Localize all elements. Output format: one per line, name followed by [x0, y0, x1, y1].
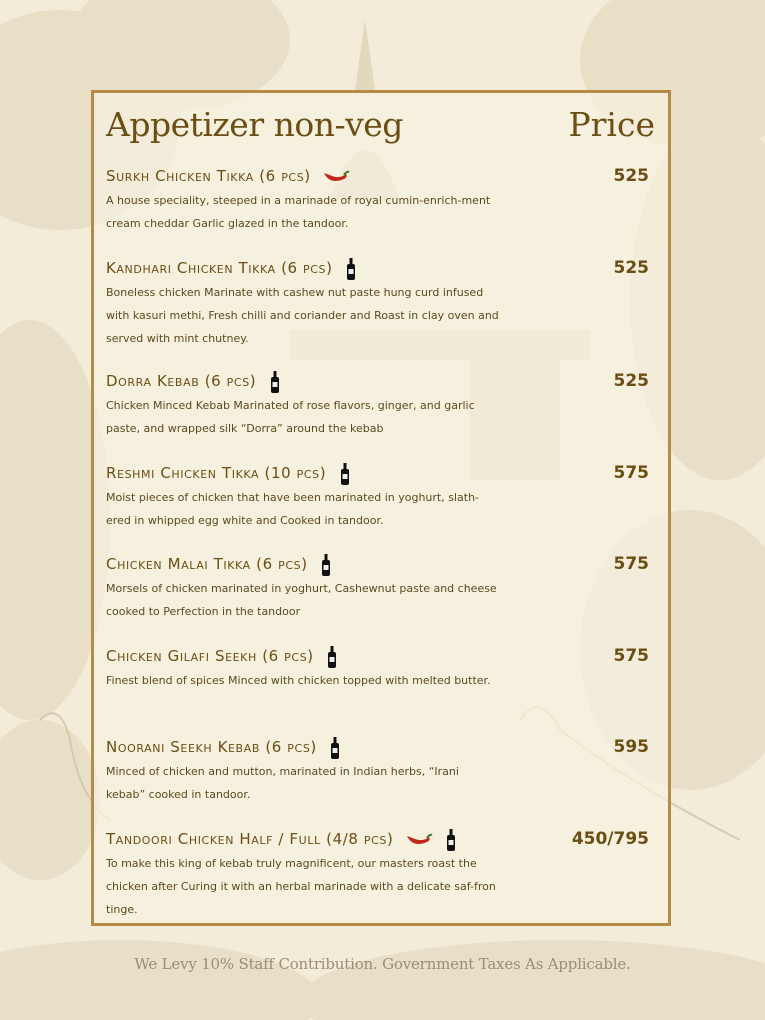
item-name: Chicken Malai Tikka (6 pcs) [106, 555, 308, 573]
menu-item [106, 370, 651, 440]
footer-note: We Levy 10% Staff Contribution. Government Taxes As Applicable. [134, 955, 631, 973]
item-name: Reshmi Chicken Tikka (10 pcs) [106, 464, 327, 482]
item-price: 575 [613, 554, 649, 574]
menu-item [106, 645, 651, 692]
item-name: Dorra Kebab (6 pcs) [106, 372, 257, 390]
menu-item [106, 553, 651, 623]
item-description: A house speciality, steeped in a marinade of royal cumin-enrich-ment cream cheddar Garlic glazed in the tandoor. [106, 194, 491, 230]
bottle-icon [330, 737, 340, 759]
bottle-icon [321, 554, 331, 576]
bottle-icon [346, 258, 356, 280]
bottle-icon [340, 463, 350, 485]
item-description: Minced of chicken and mutton, marinated in Indian herbs, “Irani kebab” cooked in tandoor. [106, 765, 459, 801]
item-name: Kandhari Chicken Tikka (6 pcs) [106, 259, 333, 277]
menu-item [106, 828, 651, 921]
item-price: 525 [613, 166, 649, 186]
item-price: 575 [613, 646, 649, 666]
menu-item [106, 165, 651, 235]
item-name: Chicken Gilafi Seekh (6 pcs) [106, 647, 314, 665]
chili-icon [405, 832, 433, 848]
menu-title: Appetizer non-veg [106, 105, 403, 144]
chili-icon [322, 169, 350, 185]
item-price: 450/795 [571, 829, 649, 849]
bottle-icon [327, 646, 337, 668]
item-description: To make this king of kebab truly magnificent, our masters roast the chicken after Curing it with an herbal marinade with a delicate saf-fron tinge. [106, 857, 496, 916]
price-column-heading: Price [568, 105, 655, 144]
menu-item [106, 736, 651, 806]
item-price: 595 [613, 737, 649, 757]
item-name: Noorani Seekh Kebab (6 pcs) [106, 738, 317, 756]
item-description: Finest blend of spices Minced with chicken topped with melted butter. [106, 674, 491, 687]
item-price: 575 [613, 463, 649, 483]
item-name: Surkh Chicken Tikka (6 pcs) [106, 167, 311, 185]
bottle-icon [270, 371, 280, 393]
item-description: Boneless chicken Marinate with cashew nut paste hung curd infused with kasuri methi, Fresh chilli and coriander and Roast in clay oven and served with mint chutney. [106, 286, 499, 345]
item-description: Chicken Minced Kebab Marinated of rose flavors, ginger, and garlic paste, and wrapped silk “Dorra” around the kebab [106, 399, 475, 435]
menu-item [106, 257, 651, 350]
menu-item [106, 462, 651, 532]
item-price: 525 [613, 258, 649, 278]
item-description: Moist pieces of chicken that have been marinated in yoghurt, slath-ered in whipped egg white and Cooked in tandoor. [106, 491, 480, 527]
item-price: 525 [613, 371, 649, 391]
bottle-icon [446, 829, 456, 851]
item-description: Morsels of chicken marinated in yoghurt, Cashewnut paste and cheese cooked to Perfection in the tandoor [106, 582, 497, 618]
item-name: Tandoori Chicken Half / Full (4/8 pcs) [106, 830, 394, 848]
